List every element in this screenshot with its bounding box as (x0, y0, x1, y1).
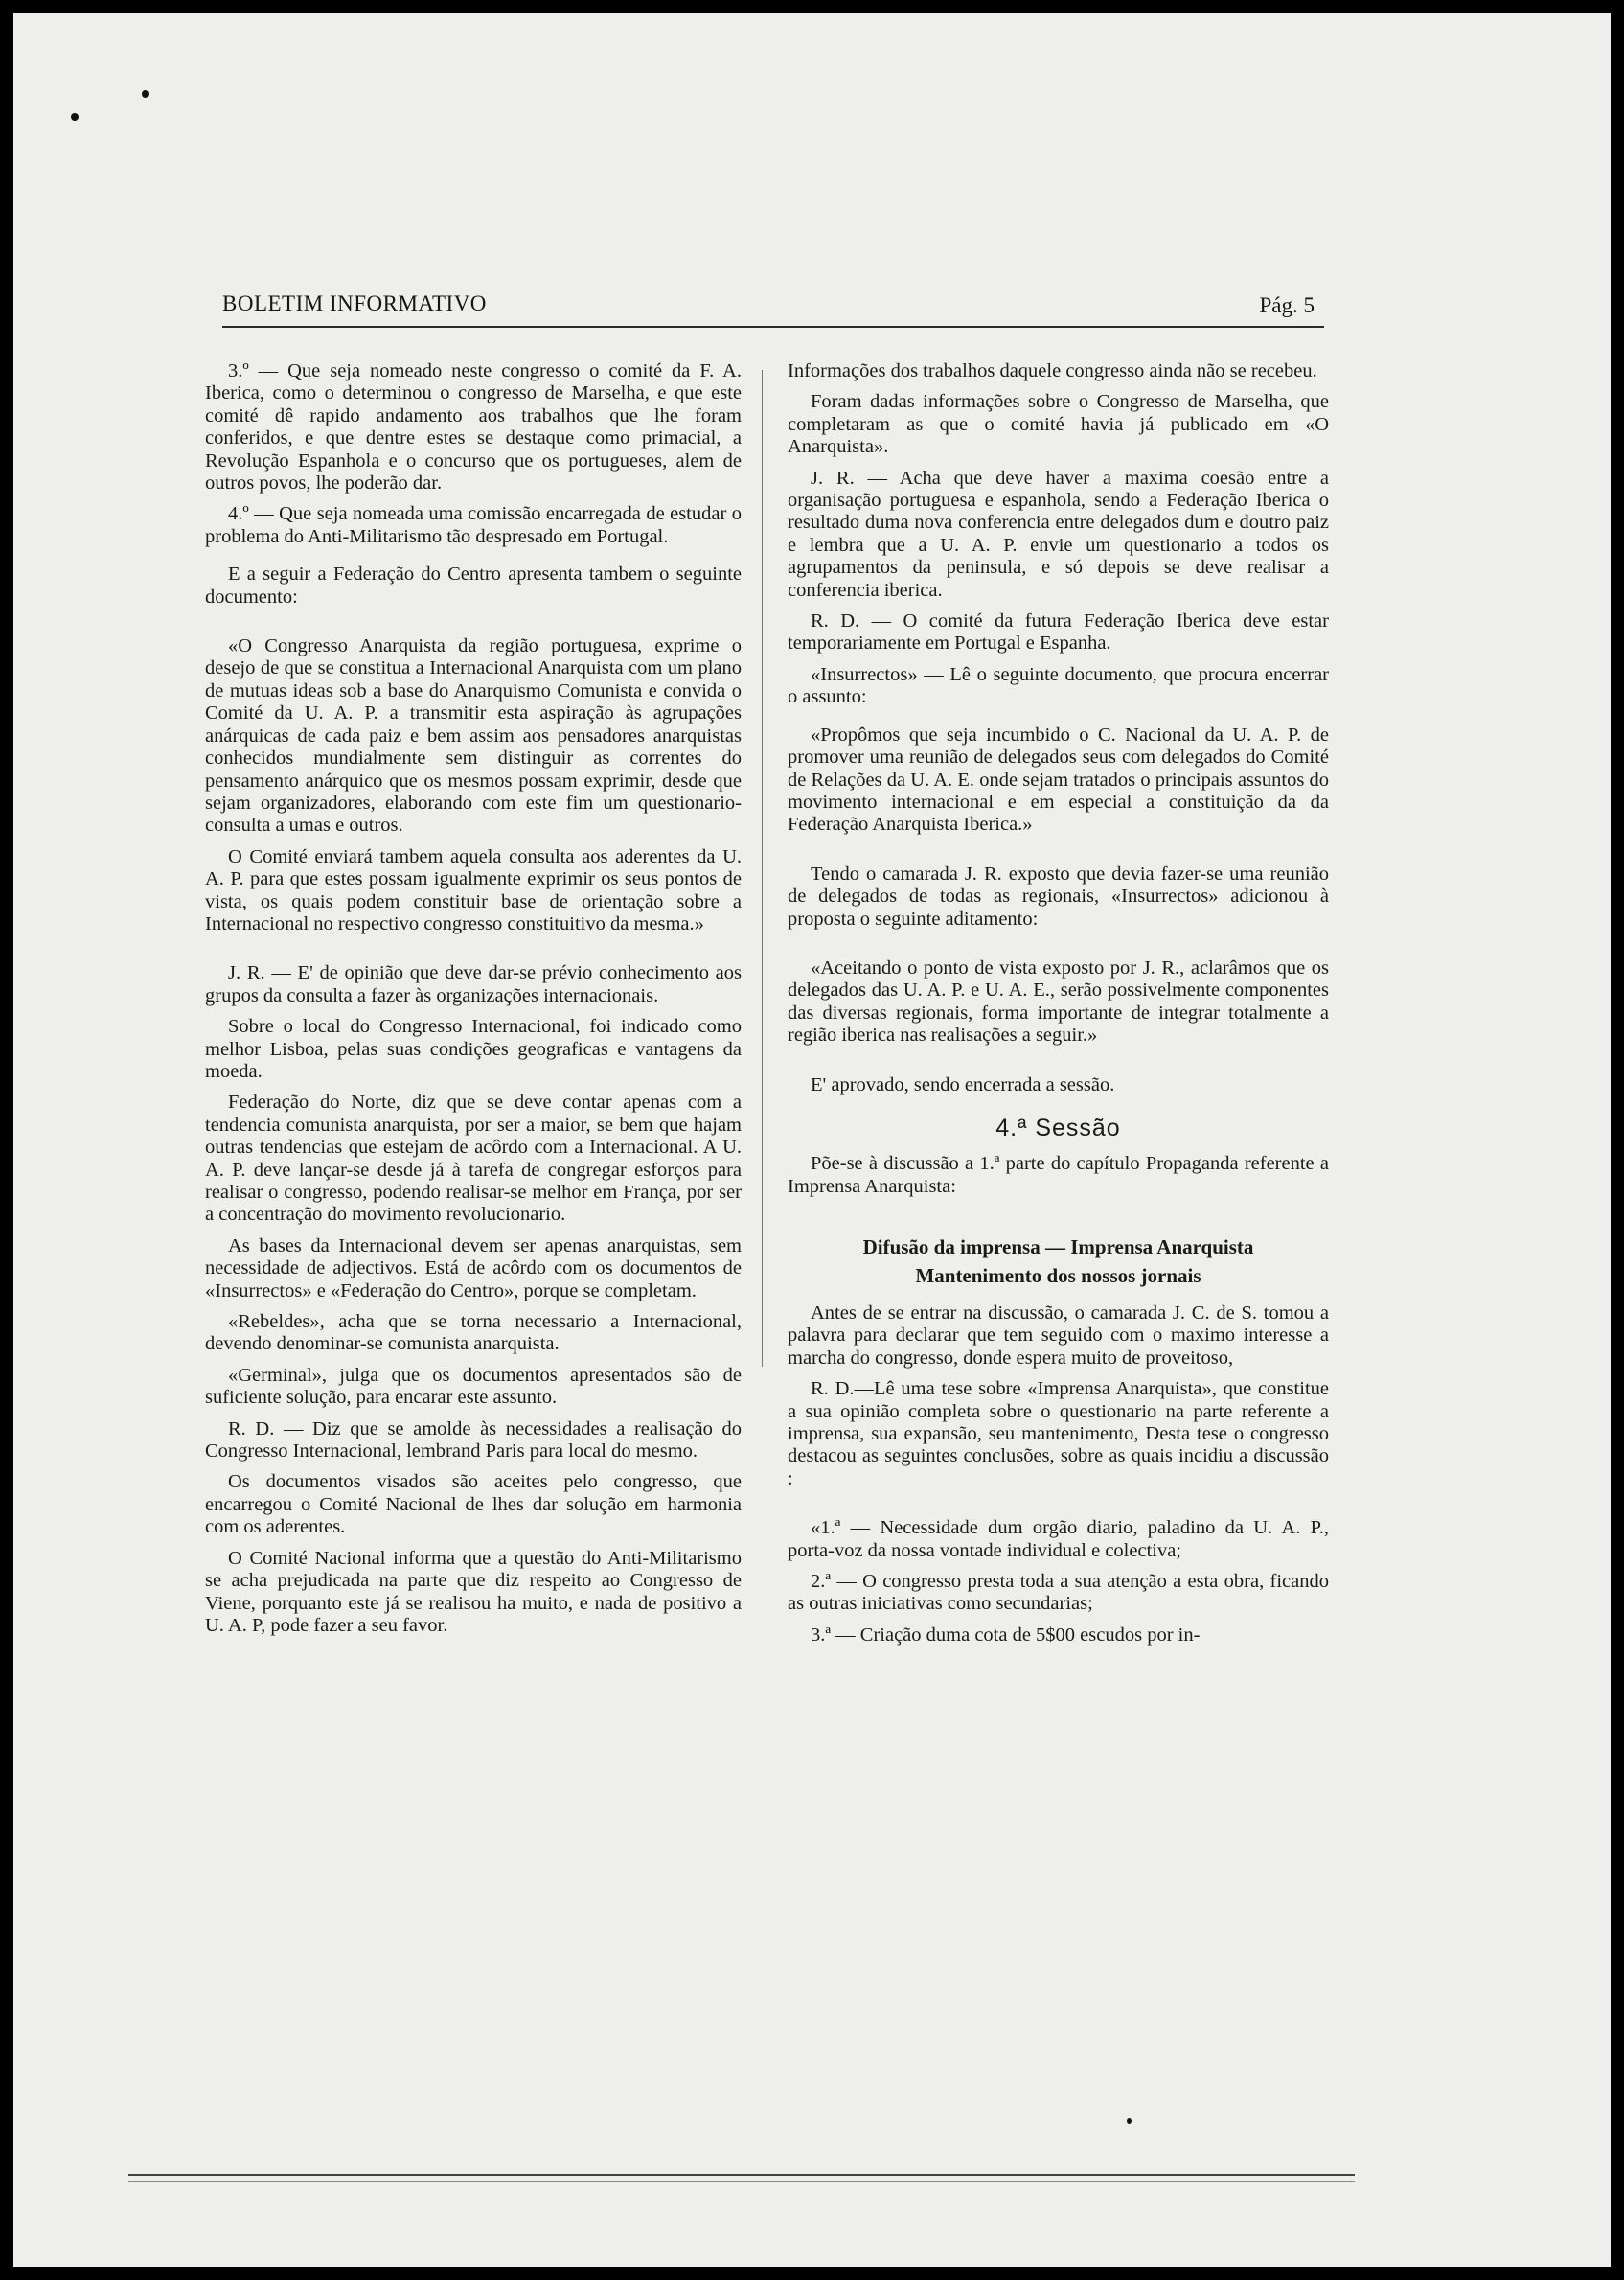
paragraph: R. D. — Diz que se amolde às necessidades a realisação do Congresso Internacional, lembrand Paris para local do mesmo. (205, 1417, 742, 1462)
bottom-rule (128, 2181, 1355, 2182)
paragraph: «Germinal», julga que os documentos apresentados são de suficiente solução, para encarar este assunto. (205, 1364, 742, 1409)
paragraph: «Insurrectos» — Lê o seguinte documento, que procura encerrar o assunto: (788, 663, 1329, 708)
paragraph: Tendo o camarada J. R. exposto que devia fazer-se uma reunião de delegados de todas as regionais, «Insurrectos» adicionou à proposta o seguinte aditamento: (788, 863, 1329, 930)
bulletin-title: BOLETIM INFORMATIVO (222, 291, 487, 315)
scan-speck (142, 90, 149, 98)
quoted-document: «Aceitando o ponto de vista exposto por J. R., aclarâmos que os delegados das U. A. P. e U. A. E., serão possivelmente componentes das diversas regionais, forma importante de integrar totalmente a região iberica nas realisações a seguir.» (788, 956, 1329, 1047)
paragraph: J. R. — Acha que deve haver a maxima coesão entre a organisação portuguesa e espanhola, sendo a Federação Iberica o resultado duma nova conferencia entre delegados dum e doutro paiz e lembra que a U. A. P. envie um questionario a todos os agrupamentos da peninsula, e só depois se deve realisar a conferencia iberica. (788, 467, 1329, 601)
paragraph: Sobre o local do Congresso Internacional, foi indicado como melhor Lisboa, pelas suas condições geograficas e vantagens da moeda. (205, 1016, 742, 1082)
paragraph: O Comité Nacional informa que a questão do Anti-Militarismo se acha prejudicada na parte que diz respeito ao Congresso de Viene, porquanto este já se realisou ha muito, e nada de positivo a U. A. P, pode fazer a seu favor. (205, 1547, 742, 1636)
scan-speck (71, 113, 79, 121)
paragraph: J. R. — E' de opinião que deve dar-se prévio conhecimento aos grupos da consulta a fazer às organizações internacionais. (205, 962, 742, 1006)
quoted-document: «O Congresso Anarquista da região portuguesa, exprime o desejo de que se constitua a Internacional Anarquista com um plano de mutuas ideas sob a base do Anarquismo Comunista e convida o Comité da U. A. P. a transmitir esta aspiração às agrupações anárquicas de cada paiz e bem assim aos pensadores anarquistas conhecidos mundialmente sem distinguir as correntes do pensamento anárquico que os mesmos possam exprimir, desde que sejam organizadores, elaborando com este fim um questionario-consulta a umas e outros. (205, 635, 742, 837)
scanned-page (13, 13, 1611, 2267)
paragraph: 4.º — Que seja nomeada uma comissão encarregada de estudar o problema do Anti-Militarismo tão despresado em Portugal. (205, 503, 742, 547)
list-item: 3.ª — Criação duma cota de 5$00 escudos por in- (811, 1624, 1201, 1646)
quoted-document: O Comité enviará tambem aquela consulta aos aderentes da U. A. P. para que estes possam igualmente exprimir os seus pontos de vista, os quais podem constituir base de orientação sobre a Internacional no respectivo congresso constituitivo da mesma.» (205, 845, 742, 934)
paragraph: E' aprovado, sendo encerrada a sessão. (811, 1073, 1115, 1095)
paragraph: E a seguir a Federação do Centro apresenta tambem o seguinte documento: (205, 564, 742, 608)
paragraph: Informações dos trabalhos daquele congresso ainda não se recebeu. (788, 360, 1317, 381)
paragraph: R. D. — O comité da futura Federação Iberica deve estar temporariamente em Portugal e Espanha. (788, 610, 1329, 655)
bottom-rule (128, 2174, 1355, 2176)
paragraph: Os documentos visados são aceites pelo congresso, que encarregou o Comité Nacional de lhes dar solução em harmonia com os aderentes. (205, 1471, 742, 1538)
column-divider (762, 370, 763, 1367)
header-rule (222, 326, 1324, 328)
page-header (222, 291, 1324, 330)
subheading: Mantenimento dos nossos jornais (915, 1263, 1201, 1287)
list-item: 2.ª — O congresso presta toda a sua atenção a esta obra, ficando as outras iniciativas como secundarias; (788, 1571, 1329, 1615)
paragraph: «Rebeldes», acha que se torna necessario a Internacional, devendo denominar-se comunista anarquista. (205, 1311, 742, 1355)
left-column (205, 360, 742, 1646)
right-column (788, 360, 1329, 1655)
paragraph: 3.º — Que seja nomeado neste congresso o comité da F. A. Iberica, como o determinou o congresso de Marselha, e que este comité dê rapido andamento aos trabalhos que lhe foram conferidos, e que dentre estes se destaque como primacial, a Revolução Espanhola e o concurso que os portugueses, alem de outros povos, lhe poderão dar. (205, 360, 742, 495)
subheading: Difusão da imprensa — Imprensa Anarquista (862, 1235, 1254, 1259)
section-title: 4.ª Sessão (995, 1114, 1121, 1141)
paragraph: As bases da Internacional devem ser apenas anarquistas, sem necessidade de adjectivos. Está de acôrdo com os documentos de «Insurrectos» e «Federação do Centro», porque se completam. (205, 1234, 742, 1301)
paragraph: Antes de se entrar na discussão, o camarada J. C. de S. tomou a palavra para declarar que tem seguido com o maximo interesse a marcha do congresso, donde espera muito de proveitoso, (788, 1302, 1329, 1369)
paragraph: Foram dadas informações sobre o Congresso de Marselha, que completaram as que o comité havia já publicado em «O Anarquista». (788, 391, 1329, 458)
paragraph: Põe-se à discussão a 1.ª parte do capítulo Propaganda referente a Imprensa Anarquista: (788, 1153, 1329, 1197)
page-number: Pág. 5 (1259, 293, 1315, 317)
quoted-document: «Propômos que seja incumbido o C. Nacional da U. A. P. de promover uma reunião de delegados seus com delegados do Comité de Relações da U. A. E. onde sejam tratados o principais assuntos do movimento internacional e em especial a constituição da da Federação Anarquista Iberica.» (788, 724, 1329, 836)
scan-speck (1127, 2118, 1132, 2124)
paragraph: R. D.—Lê uma tese sobre «Imprensa Anarquista», que constitue a sua opinião completa sobre o questionario na parte referente a imprensa, sua expansão, seu mantenimento, Desta tese o congresso destacou as seguintes conclusões, sobre as quais incidiu a discussão : (788, 1378, 1329, 1489)
list-item: «1.ª — Necessidade dum orgão diario, paladino da U. A. P., porta-voz da nossa vontade individual e colectiva; (788, 1517, 1329, 1561)
paragraph: Federação do Norte, diz que se deve contar apenas com a tendencia comunista anarquista, por ser a maior, se bem que hajam outras tendencias que estejam de acôrdo com a Internacional. A U. A. P. deve lançar-se desde já à tarefa de congregar esforços para realisar o congresso, podendo realisar-se melhor em França, por ser a concentração do movimento revolucionario. (205, 1092, 742, 1226)
